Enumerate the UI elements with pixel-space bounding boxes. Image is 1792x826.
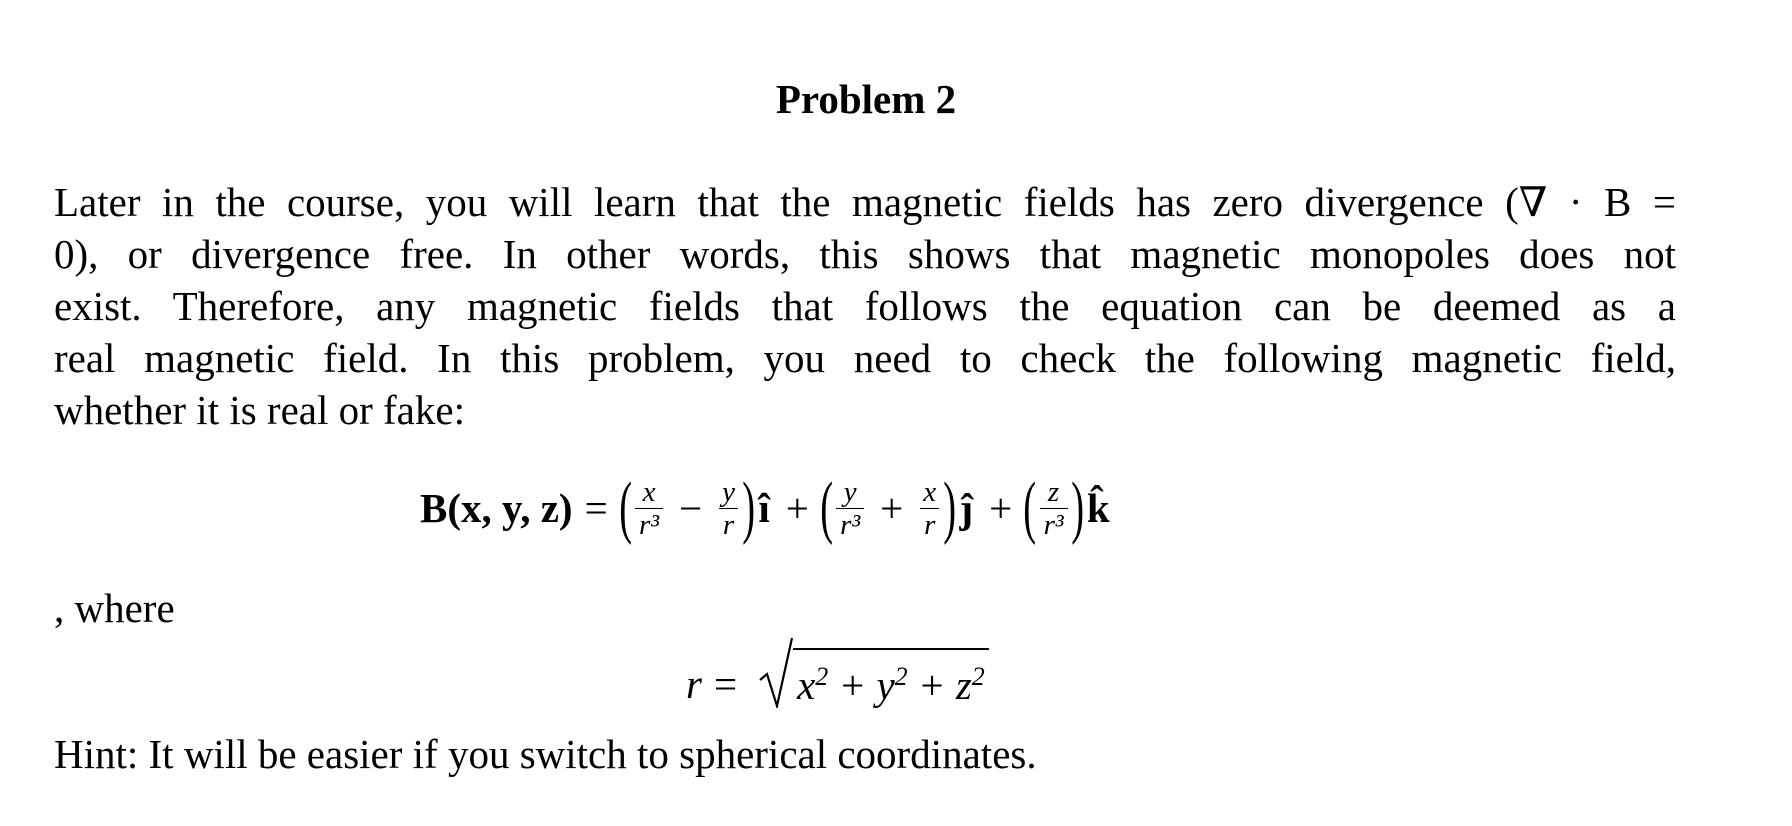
right-paren-1: ) — [742, 469, 756, 546]
denominator: r³ — [1040, 508, 1068, 541]
magnetic-field-equation — [420, 462, 1114, 554]
unit-vector-i: î — [758, 485, 770, 531]
statement-line-2: 0), or divergence free. In other words, this shows that magnetic monopoles does not — [54, 231, 1676, 277]
left-paren-2: ( — [820, 469, 833, 546]
denominator: r³ — [635, 508, 663, 541]
problem-statement — [54, 176, 1676, 436]
fraction-y-over-r — [718, 476, 739, 541]
where-text: , where — [54, 585, 175, 631]
right-paren-3: ) — [1070, 469, 1084, 546]
problem-title: Problem 2 — [775, 76, 957, 122]
unit-vector-k: k̂ — [1086, 485, 1110, 531]
statement-line-1-text: Later in the course, you will learn that the magnetic fields has zero divergence (∇ · B = — [54, 179, 1676, 225]
fraction-y-over-r3 — [836, 476, 864, 541]
r-definition-equation — [686, 628, 989, 708]
numerator: y — [722, 475, 736, 508]
statement-line-4: real magnetic field. In this problem, you need to check the following magnetic field, — [54, 335, 1676, 381]
r-symbol: r — [686, 661, 702, 707]
denominator: r — [719, 508, 738, 541]
numerator: z — [1047, 475, 1060, 508]
fraction-z-over-r3 — [1040, 476, 1068, 541]
equation-equals: = — [584, 485, 608, 531]
hint-text: Hint: It will be easier if you switch to spherical coordinates. — [54, 731, 1037, 777]
square-root — [759, 636, 989, 708]
left-paren-1: ( — [618, 469, 632, 546]
plus-operator: + — [880, 485, 904, 531]
left-paren-3: ( — [1023, 469, 1037, 546]
denominator: r³ — [836, 508, 864, 541]
plus-operator: + — [989, 485, 1013, 531]
statement-line-5: whether it is real or fake: — [54, 387, 465, 433]
statement-line-3: exist. Therefore, any magnetic fields that follows the equation can be deemed as a — [54, 283, 1676, 329]
plus-operator: + — [785, 485, 809, 531]
equation-lhs — [420, 484, 573, 532]
numerator: x — [642, 475, 656, 508]
numerator: x — [923, 475, 937, 508]
radical-sign-icon — [759, 636, 793, 708]
unit-vector-j: ĵ — [959, 485, 974, 531]
right-paren-2: ) — [943, 469, 957, 546]
fraction-x-over-r — [919, 476, 940, 541]
minus-operator: − — [679, 485, 703, 531]
statement-line-1 — [54, 176, 1676, 228]
numerator: y — [843, 475, 857, 508]
equation-equals: = — [713, 661, 738, 707]
radicand: $x^2 + y^2 + z^2$ — [793, 648, 989, 708]
denominator: r — [920, 508, 939, 541]
equation-lhs-text: B(x, y, z) — [420, 485, 573, 531]
fraction-x-over-r3 — [635, 476, 663, 541]
